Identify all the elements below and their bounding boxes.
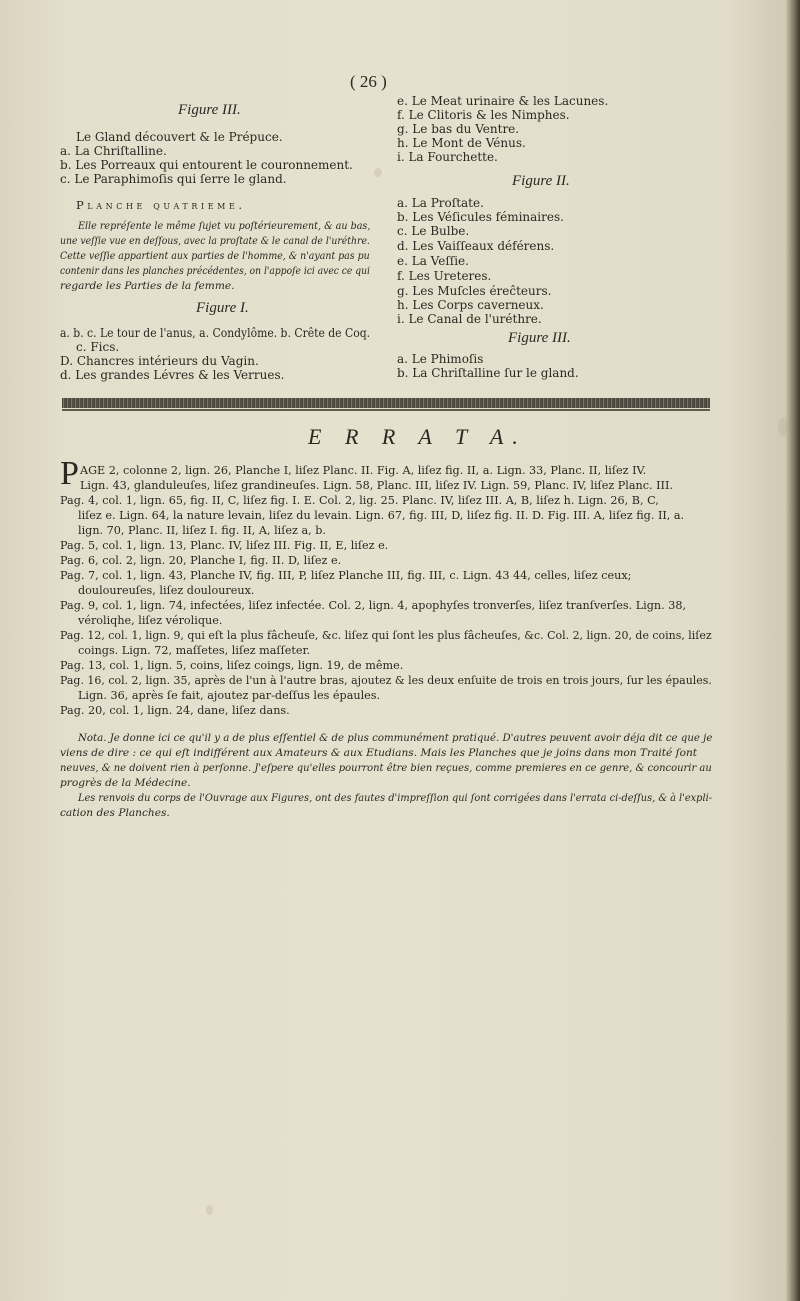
right-figure-2-title: Figure II. xyxy=(512,173,570,189)
left-fig3-line: Le Gland découvert & le Prépuce. xyxy=(76,130,283,144)
nota-line: viens de dire : ce qui eſt indifférent aux Amateurs & aux Etudians. Mais les Planches que je joins dans mon Traité ſont xyxy=(60,747,698,759)
left-fig3-line: a. La Chriſtalline. xyxy=(60,144,167,158)
page-edge-shadow xyxy=(786,0,800,1301)
left-fig1-line: d. Les grandes Lévres & les Verrues. xyxy=(60,368,285,382)
left-fig3-line: c. Le Paraphimoſis qui ſerre le gland. xyxy=(60,172,287,186)
errata-line: véroliqhe, liſez vérolique. xyxy=(78,614,223,627)
ink-stain xyxy=(374,168,382,177)
section-divider-rule xyxy=(62,398,710,408)
nota-line: neuves, & ne doivent rien à perſonne. J'eſpere qu'elles pourront être bien reçues, comme premieres en ce genre, & concourir au xyxy=(60,762,712,774)
planche-heading: Planche quatrieme. xyxy=(76,198,246,212)
right-fig3-line: a. Le Phimoſis xyxy=(397,352,484,366)
planche-description-line: Cette veſſie appartient aux parties de l'homme, & n'ayant pas pu xyxy=(60,250,370,262)
errata-line: AGE 2, colonne 2, lign. 26, Planche I, liſez Planc. II. Fig. A, liſez fig. II, a. Lign. 33, Planc. II, liſez IV. xyxy=(80,464,647,477)
ink-stain xyxy=(206,1205,213,1215)
right-top-line: g. Le bas du Ventre. xyxy=(397,122,520,136)
right-fig2-line: c. Le Bulbe. xyxy=(397,224,470,238)
left-fig1-line: a. b. c. Le tour de l'anus, a. Condylôme. b. Crête de Coq. xyxy=(60,326,371,340)
errata-line: Lign. 36, après ſe fait, ajoutez par-deſſus les épaules. xyxy=(78,689,381,702)
left-fig3-line: b. Les Porreaux qui entourent le couronnement. xyxy=(60,158,353,172)
errata-line: Pag. 4, col. 1, lign. 65, fig. II, C, liſez fig. I. E. Col. 2, lig. 25. Planc. IV, liſez III. A, B, liſez h. Lign. 26, B, C, xyxy=(60,494,659,507)
errata-line: Pag. 6, col. 2, lign. 20, Planche I, fig. II. D, liſez e. xyxy=(60,554,342,567)
right-fig2-line: i. Le Canal de l'uréthre. xyxy=(397,312,542,326)
nota-line: cation des Planches. xyxy=(60,807,170,819)
planche-description-line: une veſſie vue en deſſous, avec la proſtate & le canal de l'uréthre. xyxy=(60,235,370,247)
errata-line: Pag. 9, col. 1, lign. 74, infectées, liſez infectée. Col. 2, lign. 4, apophyſes tronverſes, liſez tranſverſes. Lign. 38, xyxy=(60,599,687,612)
errata-line: coings. Lign. 72, maſſetes, liſez maſſeter. xyxy=(78,644,311,657)
ink-stain xyxy=(778,418,788,436)
errata-line: Pag. 13, col. 1, lign. 5, coins, liſez coings, lign. 19, de même. xyxy=(60,659,404,672)
errata-dropcap: P xyxy=(60,455,79,492)
errata-line: liſez e. Lign. 64, la nature levain, liſez du levain. Lign. 67, fig. III, D, liſez fig. II. D. Fig. III. A, liſez fig. II, a. xyxy=(78,509,685,522)
right-fig3-line: b. La Chriſtalline ſur le gland. xyxy=(397,366,579,380)
planche-description-line: contenir dans les planches précédentes, on l'appoſe ici avec ce qui xyxy=(60,265,370,277)
right-fig2-line: g. Les Muſcles éreĉteurs. xyxy=(397,284,552,298)
page-number: ( 26 ) xyxy=(350,72,387,91)
right-top-line: f. Le Clitoris & les Nimphes. xyxy=(397,108,570,122)
nota-line: progrès de la Médecine. xyxy=(60,777,191,789)
right-top-line: i. La Fourchette. xyxy=(397,150,498,164)
errata-line: douloureuſes, liſez douloureux. xyxy=(78,584,255,597)
right-fig2-line: b. Les Véſicules féminaires. xyxy=(397,210,564,224)
right-figure-3-title: Figure III. xyxy=(508,330,571,346)
right-fig2-line: h. Les Corps caverneux. xyxy=(397,298,544,312)
errata-line: Pag. 16, col. 2, lign. 35, après de l'un à l'autre bras, ajoutez & les deux enſuite de trois en trois jours, ſur les épaules. xyxy=(60,674,712,687)
left-figure-3-title: Figure III. xyxy=(178,102,241,118)
errata-line: lign. 70, Planc. II, liſez I. fig. II, A, liſez a, b. xyxy=(78,524,326,537)
planche-description-line: Elle repréſente le même ſujet vu poſtérieurement, & au bas, xyxy=(78,220,371,232)
right-top-line: h. Le Mont de Vénus. xyxy=(397,136,526,150)
planche-description-line: regarde les Parties de la femme. xyxy=(60,280,235,292)
errata-line: Pag. 20, col. 1, lign. 24, dane, liſez dans. xyxy=(60,704,290,717)
right-fig2-line: a. La Proſtate. xyxy=(397,196,484,210)
left-figure-1-title: Figure I. xyxy=(196,300,249,316)
errata-title: E R R A T A. xyxy=(308,424,527,449)
left-fig1-line: D. Chancres intérieurs du Vagin. xyxy=(60,354,259,368)
right-fig2-line: e. La Veſſie. xyxy=(397,254,469,268)
right-top-line: e. Le Meat urinaire & les Lacunes. xyxy=(397,94,609,108)
errata-line: Pag. 12, col. 1, lign. 9, qui eſt la plus fâcheuſe, &c. liſez qui ſont les plus fâcheuſes, &c. Col. 2, lign. 20, de coins, liſez xyxy=(60,629,712,642)
right-fig2-line: d. Les Vaiſſeaux déférens. xyxy=(397,239,555,253)
nota-line: Nota. Je donne ici ce qu'il y a de plus eſſentiel & de plus communément pratiqué. D'autres peuvent avoir déja dit ce que je xyxy=(78,732,713,744)
errata-line: Pag. 5, col. 1, lign. 13, Planc. IV, liſez III. Fig. II, E, liſez e. xyxy=(60,539,389,552)
errata-line: Lign. 43, glanduleuſes, liſez grandineuſes. Lign. 58, Planc. III, liſez IV. Lign. 59, Planc. IV, liſez Planc. III. xyxy=(80,479,673,492)
errata-line: Pag. 7, col. 1, lign. 43, Planche IV, fig. III, P, liſez Planche III, fig. III, c. Lign. 43 44, celles, liſez ceux; xyxy=(60,569,632,582)
left-fig1-line: c. Fics. xyxy=(76,340,120,354)
right-fig2-line: f. Les Ureteres. xyxy=(397,269,492,283)
nota-line: Les renvois du corps de l'Ouvrage aux Figures, ont des fautes d'impreſſion qui ſont corrigées dans l'errata ci-deſſus, & à l'expli- xyxy=(78,792,713,804)
